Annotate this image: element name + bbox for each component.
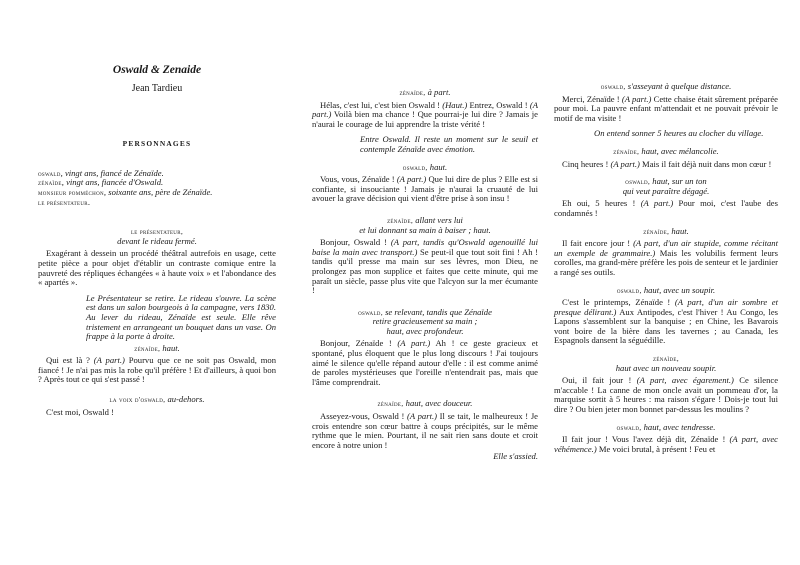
text-span: Bonjour, Zénaïde !: [320, 338, 398, 349]
text-span: Hélas, c'est lui, c'est bien Oswald !: [320, 99, 443, 110]
italic-text: et lui donnant sa main à baiser ; haut.: [359, 224, 491, 235]
italic-text: , vingt ans, fiancée d'Oswald.: [61, 177, 164, 188]
text-span: Entrez, Oswald !: [467, 99, 530, 110]
italic-text: à part.: [427, 87, 451, 97]
personnages-heading: PERSONNAGES: [122, 139, 192, 149]
speaker-heading: [312, 216, 538, 235]
speaker-heading: [554, 423, 778, 433]
italic-text: , vingt ans, fiancé de Zénaïde.: [60, 167, 164, 178]
dialogue-paragraph: [554, 95, 778, 124]
italic-text: haut.: [162, 342, 180, 353]
text-span: oswald,: [625, 177, 651, 187]
text-span: Cinq heures !: [562, 158, 611, 169]
text-span: le présentateur: [38, 197, 88, 207]
italic-text: (A part.): [621, 93, 652, 104]
dialogue-paragraph: Exagérant à dessein un procédé théâtral autrefois en usage, cette petite pièce a pour objet d'établir un contraste comique entre la pauvreté des répliques échangées « à haute voix » et l'abondance des « apartés ».: [38, 248, 276, 288]
dialogue-paragraph: [554, 160, 778, 170]
text-span: Aux Antipodes, c'est l'hiver ! Au Congo, les Lapons s'assemblent sur la banquise ; en Chine, les Bavarois vont boire de la bière dans les tavernes ; au Canada, les Espagnols dansent la séguédille.: [554, 306, 778, 346]
text-span: Pourvu que ce ne soit pas Oswald, mon fiancé ! Je n'ai pas mis la robe qu'il préfère ! Et d'ailleurs, à quoi bon ? Après tout ce qui s'est passé !: [38, 355, 276, 385]
dialogue-paragraph: [554, 376, 778, 414]
stage-direction: Le Présentateur se retire. Le rideau s'ouvre. La scène est dans un salon bourgeois à la campagne, vers 1830. Au lever du rideau, Zénaïde est seule. Elle rêve tristement en arrangeant un bouquet dans un vase. On frappe à la porte à droite.: [86, 292, 276, 342]
play-author: Jean Tardieu: [131, 82, 183, 94]
text-span: C'est le printemps, Zénaïde !: [562, 297, 675, 308]
italic-text: au-dehors.: [167, 394, 205, 405]
italic-text: haut.: [429, 161, 448, 172]
text-span: Cette chaise était sûrement préparée pour moi. La pauvre enfant m'attendait et ne pouvait prévoir le motif de ma visite !: [554, 93, 778, 123]
speaker-heading: [312, 399, 538, 409]
text-span: Oui, il fait jour !: [562, 375, 637, 386]
play-title: Oswald & Zenaide: [112, 64, 202, 76]
italic-text: haut.: [671, 225, 689, 236]
text-span: zénaïde,: [653, 354, 679, 364]
text-span: zénaïde,: [613, 146, 640, 156]
dialogue-paragraph: [312, 238, 538, 296]
italic-text: (A part.): [396, 174, 427, 185]
text-span: la voix d'oswald,: [109, 395, 166, 405]
text-span: zénaïde,: [134, 343, 161, 353]
italic-text: (A part, d'un air sombre et presque délirant.): [554, 297, 778, 317]
speaker-heading: [554, 82, 778, 92]
text-span: monsieur pomméchon: [38, 187, 104, 197]
stage-direction: Elle s'assied.: [493, 451, 538, 462]
italic-text: (A part, avec véhémence.): [554, 434, 779, 454]
italic-text: (A part.): [610, 158, 640, 169]
dialogue-paragraph: [38, 356, 276, 385]
italic-text: (A part, d'un air stupide, comme récitant un exemple de grammaire.): [554, 238, 778, 258]
dialogue-paragraph: [312, 175, 538, 204]
text-span: Il fait encore jour !: [562, 238, 634, 249]
dialogue-paragraph: [554, 298, 778, 346]
speaker-heading: [554, 354, 778, 373]
italic-text: retire gracieusement sa main ;: [372, 316, 478, 327]
page-column-3: [554, 82, 778, 454]
speaker-heading: [312, 88, 538, 98]
page-column-2: [312, 88, 538, 462]
text-span: Il se tait, le malheureux ! Je crois entendre son cœur battre à coups précipités, sur le même rythme que le mien. Pourtant, il ne sait rien sans doute et croit encore à notre union !: [312, 411, 538, 450]
italic-text: , soixante ans, père de Zénaïde.: [103, 186, 213, 197]
text-span: Ah ! ce geste gracieux et spontané, plus éloquent que le plus long discours ! J'ai toujours aimé le silence qu'elle répand autour d'elle : il est comme animé de paroles mystérieuses que l'oreille n'entendrait pas, mais que l'âme comprendrait.: [312, 338, 538, 387]
speaker-heading: [554, 227, 778, 237]
speaker-heading: [38, 344, 276, 354]
text-span: Il fait jour ! Vous l'avez déjà dit, Zénaïde !: [562, 434, 730, 445]
speaker-heading: [554, 286, 778, 296]
text-span: Bonjour, Oswald !: [320, 237, 391, 248]
text-span: .: [87, 196, 91, 207]
page-column-1: [38, 66, 276, 417]
cast-list: [38, 169, 276, 207]
text-span: oswald: [38, 168, 61, 178]
dialogue-paragraph: C'est moi, Oswald !: [46, 406, 114, 417]
italic-text: se relevant, tandis que Zénaïde: [385, 306, 492, 317]
text-span: Me voici brutal, à présent ! Feu et: [596, 443, 716, 454]
italic-text: haut, avec douceur.: [405, 398, 473, 409]
italic-text: haut, avec tendresse.: [643, 421, 716, 432]
italic-text: (A part.): [407, 411, 437, 422]
text-span: Ce silence m'accable ! La canne de mon oncle avait un pommeau d'or, la marquise sortit à 5 heures : ma raison s'égare ! Dois-je tout lui dire ? Ou bien jeter mon bonnet par-dessus les moulins ?: [554, 375, 779, 415]
text-span: zénaïde,: [643, 226, 670, 236]
text-span: Voilà bien ma chance ! Que pourrai-je lui dire ? Jamais je n'aurai le courage de lui apprendre la triste vérité !: [312, 109, 538, 129]
text-span: le présentateur,: [130, 227, 184, 237]
italic-text: allant vers lui: [415, 214, 463, 225]
text-span: Vous, vous, Zénaïde !: [320, 174, 397, 185]
text-span: Qui est là ?: [46, 355, 94, 366]
italic-text: haut, avec profondeur.: [386, 325, 464, 336]
stage-direction: Entre Oswald. Il reste un moment sur le seuil et contemple Zénaïde avec émotion.: [360, 134, 538, 154]
text-span: oswald,: [402, 162, 428, 172]
italic-text: (Haut.): [442, 99, 468, 110]
text-span: oswald,: [616, 285, 642, 295]
text-span: Asseyez-vous, Oswald !: [320, 411, 408, 422]
text-span: oswald,: [600, 82, 626, 91]
italic-text: qui veut paraître dégagé.: [622, 185, 710, 196]
text-span: Merci, Zénaïde !: [562, 93, 622, 104]
speaker-heading: [38, 227, 276, 246]
dialogue-paragraph: [554, 435, 778, 454]
italic-text: (A part.): [93, 355, 125, 366]
speaker-heading: [554, 147, 778, 157]
speaker-heading: [38, 395, 276, 405]
speaker-heading: [554, 177, 778, 196]
text-span: Que lui dire de plus ? Elle est si confiante, si insouciante ! Jamais je n'aurai la cruauté de lui avouer la grave décision qui vient d'être prise à son insu !: [312, 174, 538, 204]
italic-text: (A part.): [397, 338, 431, 349]
italic-text: (A part.): [640, 198, 674, 209]
italic-text: haut, avec mélancolie.: [641, 145, 719, 156]
italic-text: devant le rideau fermé.: [117, 235, 197, 246]
italic-text: (A part, tandis qu'Oswald agenouillé lui baise la main avec transport.): [312, 237, 538, 257]
text-span: zénaïde,: [399, 88, 426, 97]
italic-text: (A part.): [312, 99, 538, 120]
text-span: zénaïde,: [377, 399, 404, 409]
dialogue-paragraph: [554, 199, 778, 218]
text-span: Eh oui, 5 heures !: [562, 198, 641, 209]
text-span: Pour moi, c'est l'aube des condamnés !: [554, 198, 778, 218]
italic-text: s'asseyant à quelque distance.: [627, 81, 732, 91]
text-span: Se peut-il que tout soit fini ! Ah ! tandis qu'il presse ma main sur ses lèvres, mon Dieu, ne prolongez pas mon supplice et faites que cette minute, qui me paraît un siècle, passe plus vite que l'alcyon sur la mer écumante !: [312, 246, 538, 296]
italic-text: haut, sur un ton: [652, 176, 707, 187]
text-span: Mais il fait déjà nuit dans mon cœur !: [639, 158, 772, 169]
dialogue-paragraph: [312, 339, 538, 387]
text-span: zénaïde,: [387, 215, 414, 225]
speaker-heading: [312, 308, 538, 337]
text-span: oswald,: [616, 422, 642, 432]
dialogue-paragraph: [312, 412, 538, 450]
cast-item: [38, 198, 276, 208]
speaker-heading: [312, 163, 538, 173]
italic-text: haut avec un nouveau soupir.: [615, 362, 717, 373]
text-span: zénaïde: [38, 178, 62, 188]
dialogue-paragraph: [554, 239, 778, 277]
text-span: oswald,: [358, 307, 383, 317]
text-span: Mais les volubilis ferment leurs corolles, ma grand-mère préfère les pois de senteur et le jardinier a rangé ses outils.: [554, 247, 778, 277]
italic-text: (A part, avec égarement.): [636, 375, 734, 386]
cast-item: [38, 188, 276, 198]
dialogue-paragraph: [312, 101, 538, 130]
italic-text: haut, avec un soupir.: [643, 284, 716, 295]
stage-direction: On entend sonner 5 heures au clocher du village.: [594, 128, 764, 139]
